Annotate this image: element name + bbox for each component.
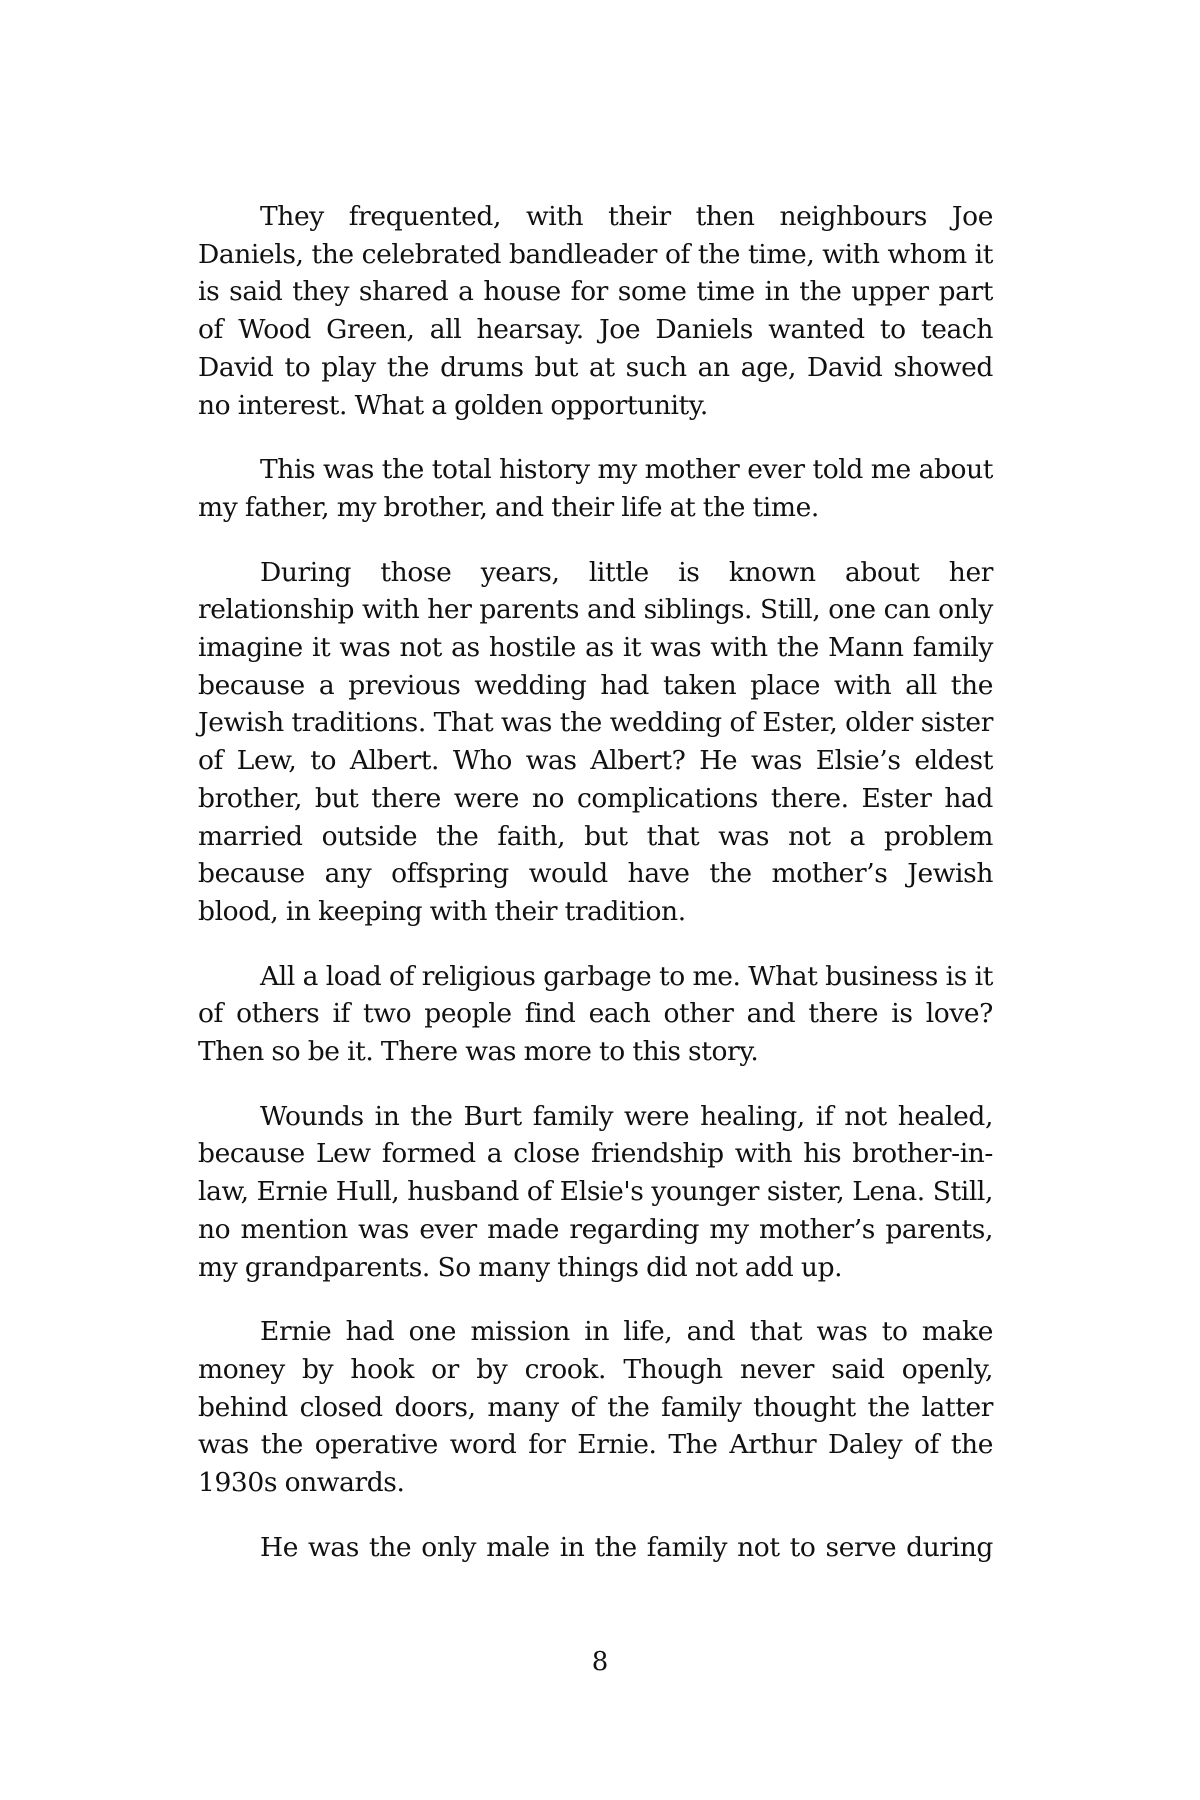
paragraph-2: This was the total history my mother ever told me about my father, my brother, and their life at the time. <box>198 454 993 523</box>
paragraph-7: He was the only male in the family not to serve during <box>260 1531 993 1563</box>
page-number: 8 <box>591 1647 609 1677</box>
paragraph-3: During those years, little is known about her relationship with her parents and siblings. Still, one can only imagine it was not as hostile as it was with the Mann family because a previous wedding had taken place with all the Jewish traditions. That was the wedding of Ester, older sister of Lew, to Albert. Who was Albert? He was Elsie’s eldest brother, but there were no complications there. Ester had married outside the faith, but that was not a problem because any offspring would have the mother’s Jewish blood, in keeping with their tradition. <box>198 556 993 927</box>
paragraph-6: Ernie had one mission in life, and that was to make money by hook or by crook. Though never said openly, behind closed doors, many of the family thought the latter was the operative word for Ernie. The Arthur Daley of the 1930s onwards. <box>198 1316 993 1499</box>
paragraph-1: They frequented, with their then neighbours Joe Daniels, the celebrated bandleader of the time, with whom it is said they shared a house for some time in the upper part of Wood Green, all hearsay. Joe Daniels wanted to teach David to play the drums but at such an age, David showed no interest. What a golden opportunity. <box>198 201 993 421</box>
body-text <box>198 198 993 1594</box>
paragraph-4: All a load of religious garbage to me. What business is it of others if two people find each other and there is love? Then so be it. There was more to this story. <box>198 960 993 1068</box>
paragraph-5: Wounds in the Burt family were healing, if not healed, because Lew formed a close friendship with his brother-in-law, Ernie Hull, husband of Elsie's younger sister, Lena. Still, no mention was ever made regarding my mother’s parents, my grandparents. So many things did not add up. <box>198 1100 993 1283</box>
